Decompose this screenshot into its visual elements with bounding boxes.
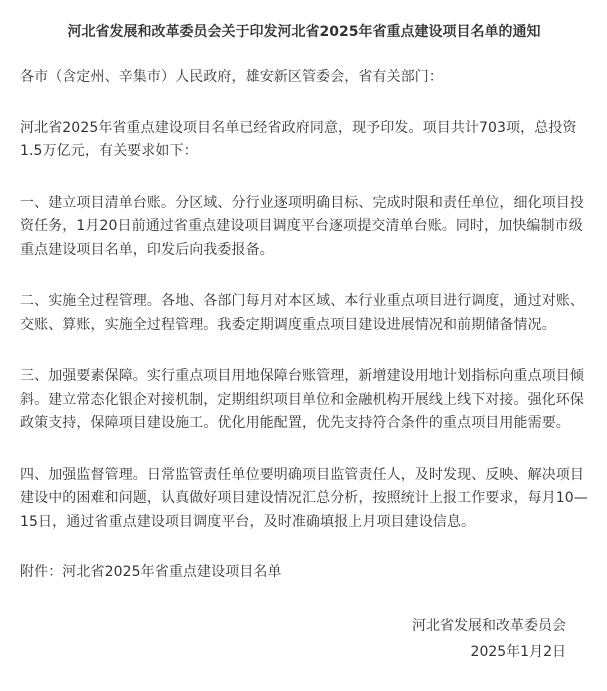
signature-date: 2025年1月2日 [470, 643, 566, 660]
document-title: 河北省发展和改革委员会关于印发河北省2025年省重点建设项目名单的通知 [67, 24, 541, 40]
requirement-item-3: 三、加强要素保障。实行重点项目用地保障台账管理，新增建设用地计划指标向重点项目倾斜。建立常态化银企对接机制，定期组织项目单位和金融机构开展线上线下对接。强化环保政策支持，保障项目建设施工。优化用能配置，优先支持符合条件的重点项目用能需要。 [20, 368, 584, 431]
salutation: 各市（含定州、辛集市）人民政府，雄安新区管委会，省有关部门： [20, 69, 443, 85]
signature-block [20, 613, 588, 665]
intro-paragraph: 河北省2025年省重点建设项目名单已经省政府同意，现予印发。项目共计703项，总投资1.5万亿元，有关要求如下： [20, 119, 577, 159]
attachment-line: 附件：河北省2025年省重点建设项目名单 [20, 564, 282, 580]
requirement-item-1: 一、建立项目清单台账。分区域、分行业逐项明确目标、完成时限和责任单位，细化项目投资任务，1月20日前通过省重点建设项目调度平台逐项提交清单台账。同时，加快编制市级重点建设项目名单，印发后向我委报备。 [20, 194, 584, 258]
requirement-item-2: 二、实施全过程管理。各地、各部门每月对本区域、本行业重点项目进行调度，通过对账、交账、算账，实施全过程管理。我委定期调度重点项目建设进展情况和前期储备情况。 [20, 293, 584, 333]
signature-organization: 河北省发展和改革委员会 [412, 617, 566, 634]
requirement-item-4: 四、加强监督管理。日常监管责任单位要明确项目监管责任人，及时发现、反映、解决项目建设中的困难和问题，认真做好项目建设情况汇总分析，按照统计上报工作要求，每月10—15日，通过省重点建设项目调度平台，及时准确填报上月项目建设信息。 [20, 466, 588, 530]
